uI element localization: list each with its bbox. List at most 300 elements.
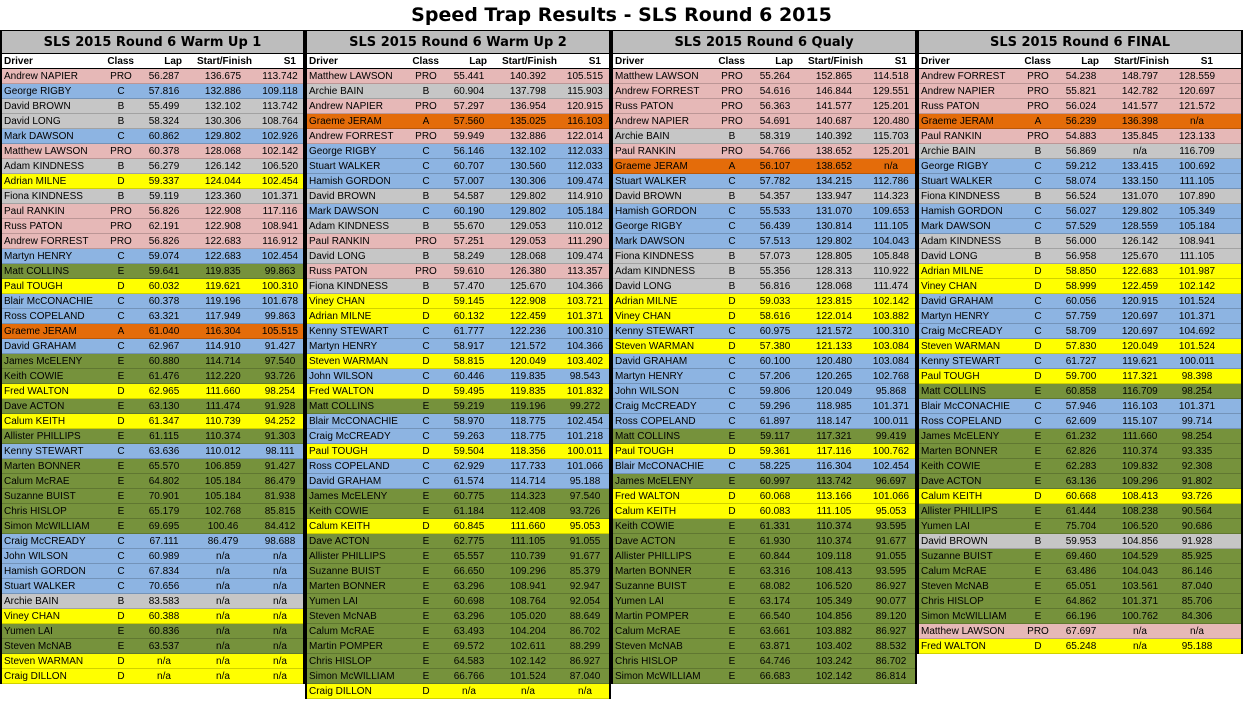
- table-row: [613, 384, 915, 399]
- s1-cell: 93.595: [875, 566, 907, 577]
- driver-cell: Fred WALTON: [921, 641, 986, 652]
- s1-cell: 98.254: [1181, 431, 1213, 442]
- start-finish-cell: 142.782: [1121, 86, 1159, 97]
- class-cell: B: [422, 281, 430, 292]
- class-cell: E: [422, 581, 430, 592]
- table-row: [307, 249, 609, 264]
- table-row: [613, 474, 915, 489]
- lap-cell: 63.537: [148, 641, 180, 652]
- lap-cell: 63.296: [453, 611, 485, 622]
- lap-cell: 66.196: [1065, 611, 1097, 622]
- driver-cell: Martin POMPER: [309, 641, 383, 652]
- start-finish-cell: 122.908: [509, 296, 547, 307]
- driver-cell: Fiona KINDNESS: [309, 281, 388, 292]
- s1-cell: 129.551: [872, 86, 910, 97]
- lap-cell: 60.989: [148, 551, 180, 562]
- lap-cell: 57.073: [759, 251, 791, 262]
- s1-cell: 100.011: [873, 416, 909, 427]
- driver-cell: Craig DILLON: [309, 686, 372, 697]
- lap-cell: 60.845: [453, 521, 485, 532]
- start-finish-cell: 118.985: [816, 401, 852, 412]
- start-finish-cell: 106.520: [815, 581, 853, 592]
- lap-cell: 54.357: [759, 191, 791, 202]
- driver-cell: Suzanne BUIST: [309, 566, 381, 577]
- table-row: [2, 324, 303, 339]
- class-cell: PRO: [721, 146, 743, 157]
- class-cell: C: [728, 356, 736, 367]
- s1-cell: 85.815: [264, 506, 296, 517]
- lap-cell: 59.610: [453, 266, 485, 277]
- s1-cell: 101.218: [566, 431, 604, 442]
- class-cell: PRO: [721, 101, 743, 112]
- driver-cell: Kenny STEWART: [309, 326, 389, 337]
- start-finish-cell: 129.802: [204, 131, 242, 142]
- s1-cell: 116.103: [567, 116, 603, 127]
- driver-cell: Hamish GORDON: [615, 206, 697, 217]
- table-row: [2, 219, 303, 234]
- s1-cell: 93.595: [875, 521, 907, 532]
- start-finish-cell: 129.802: [815, 236, 853, 247]
- class-cell: C: [1034, 311, 1042, 322]
- start-finish-cell: 116.304: [205, 326, 241, 337]
- table-row: [2, 609, 303, 624]
- driver-cell: Graeme JERAM: [4, 326, 77, 337]
- driver-cell: John WILSON: [309, 371, 373, 382]
- lap-cell: 56.000: [1065, 236, 1097, 247]
- start-finish-cell: 124.044: [204, 176, 242, 187]
- start-finish-cell: 131.070: [815, 206, 853, 217]
- table-row: [613, 579, 915, 594]
- driver-cell: Paul RANKIN: [615, 146, 676, 157]
- start-finish-cell: 132.886: [509, 131, 547, 142]
- table-row: [307, 669, 609, 684]
- driver-cell: Andrew NAPIER: [309, 101, 383, 112]
- class-cell: B: [1034, 191, 1042, 202]
- start-finish-cell: 116.103: [1122, 401, 1158, 412]
- table-row: [2, 654, 303, 669]
- class-cell: PRO: [110, 206, 132, 217]
- lap-cell: 57.782: [759, 176, 791, 187]
- table-row: [919, 414, 1241, 429]
- class-cell: D: [728, 311, 736, 322]
- lap-cell: 54.587: [453, 191, 485, 202]
- start-finish-cell: 110.739: [510, 551, 546, 562]
- lap-cell: 67.834: [148, 566, 180, 577]
- s1-cell: 108.941: [1178, 236, 1216, 247]
- s1-cell: 100.310: [566, 326, 604, 337]
- class-cell: C: [422, 146, 430, 157]
- s1-cell: 105.184: [1178, 221, 1216, 232]
- driver-cell: Calum McRAE: [615, 626, 681, 637]
- table-row: [919, 69, 1241, 84]
- class-cell: PRO: [1027, 101, 1049, 112]
- start-finish-cell: 114.714: [510, 476, 546, 487]
- lap-cell: 63.871: [759, 641, 791, 652]
- driver-cell: Matt COLLINS: [921, 386, 987, 397]
- class-cell: E: [1034, 521, 1042, 532]
- lap-cell: 60.698: [453, 596, 485, 607]
- s1-cell: 91.928: [264, 401, 296, 412]
- lap-cell: 59.219: [453, 401, 485, 412]
- start-finish-cell: 108.413: [1121, 491, 1159, 502]
- header-start-finish: Start/Finish: [807, 56, 863, 67]
- driver-cell: Blair McCONACHIE: [309, 416, 398, 427]
- class-cell: D: [1034, 371, 1042, 382]
- s1-cell: 84.306: [1181, 611, 1213, 622]
- header-s1: S1: [283, 56, 296, 67]
- table-row: [613, 549, 915, 564]
- lap-cell: 63.296: [453, 581, 485, 592]
- driver-cell: James McELENY: [309, 491, 388, 502]
- s1-cell: 86.927: [569, 656, 601, 667]
- start-finish-cell: 133.947: [815, 191, 853, 202]
- table-row: [2, 489, 303, 504]
- driver-cell: Suzanne BUIST: [4, 491, 76, 502]
- start-finish-cell: 114.910: [205, 341, 241, 352]
- table-row: [2, 624, 303, 639]
- s1-cell: 105.515: [261, 326, 299, 337]
- lap-cell: 61.184: [453, 506, 485, 517]
- driver-cell: Andrew NAPIER: [615, 116, 689, 127]
- lap-cell: 65.051: [1065, 581, 1097, 592]
- panel-title: SLS 2015 Round 6 FINAL: [919, 31, 1241, 54]
- lap-cell: 66.683: [759, 671, 791, 682]
- table-row: [307, 534, 609, 549]
- start-finish-cell: 141.577: [1121, 101, 1159, 112]
- lap-cell: 56.107: [759, 161, 791, 172]
- driver-cell: Marten BONNER: [615, 566, 692, 577]
- start-finish-cell: 112.408: [510, 506, 546, 517]
- start-finish-cell: 140.687: [815, 116, 853, 127]
- class-cell: D: [422, 446, 430, 457]
- class-cell: C: [728, 221, 736, 232]
- start-finish-cell: 120.915: [1121, 296, 1159, 307]
- class-cell: C: [1034, 296, 1042, 307]
- s1-cell: 109.118: [262, 86, 298, 97]
- start-finish-cell: 136.398: [1121, 116, 1159, 127]
- start-finish-cell: 108.238: [1121, 506, 1159, 517]
- driver-cell: Archie BAIN: [4, 596, 59, 607]
- panel-warm-up-2: [305, 31, 611, 699]
- table-row: [2, 474, 303, 489]
- driver-cell: Yumen LAI: [4, 626, 53, 637]
- driver-cell: Matt COLLINS: [615, 431, 681, 442]
- start-finish-cell: 130.814: [815, 221, 853, 232]
- start-finish-cell: 102.768: [204, 506, 242, 517]
- class-cell: D: [728, 446, 736, 457]
- panel-title: SLS 2015 Round 6 Warm Up 2: [307, 31, 609, 54]
- start-finish-cell: 103.242: [815, 656, 853, 667]
- table-row: [2, 354, 303, 369]
- table-row: [919, 189, 1241, 204]
- s1-cell: 104.043: [872, 236, 910, 247]
- start-finish-cell: 103.561: [1121, 581, 1159, 592]
- lap-cell: 65.557: [453, 551, 485, 562]
- class-cell: B: [422, 221, 430, 232]
- driver-cell: Paul TOUGH: [921, 371, 980, 382]
- s1-cell: 101.678: [261, 296, 299, 307]
- lap-cell: 56.524: [1065, 191, 1097, 202]
- table-row: [2, 309, 303, 324]
- header-class: Class: [718, 56, 745, 67]
- table-row: [613, 399, 915, 414]
- driver-cell: David GRAHAM: [921, 296, 994, 307]
- lap-cell: 61.232: [1065, 431, 1097, 442]
- driver-cell: Paul TOUGH: [615, 446, 674, 457]
- lap-cell: 60.668: [1065, 491, 1097, 502]
- start-finish-cell: 113.166: [816, 491, 852, 502]
- class-cell: C: [1034, 206, 1042, 217]
- lap-cell: 70.656: [148, 581, 180, 592]
- lap-cell: 54.616: [759, 86, 791, 97]
- class-cell: D: [1034, 266, 1042, 277]
- driver-cell: Ross COPELAND: [309, 461, 390, 472]
- s1-cell: 92.947: [569, 581, 601, 592]
- driver-cell: Paul TOUGH: [4, 281, 63, 292]
- lap-cell: 58.709: [1065, 326, 1097, 337]
- start-finish-cell: 140.392: [815, 131, 853, 142]
- start-finish-cell: n/a: [216, 581, 230, 592]
- table-row: [919, 159, 1241, 174]
- lap-cell: 55.264: [759, 71, 791, 82]
- start-finish-cell: 118.775: [510, 416, 546, 427]
- lap-cell: 56.279: [148, 161, 180, 172]
- s1-cell: 98.688: [264, 536, 296, 547]
- start-finish-cell: 105.020: [509, 611, 547, 622]
- s1-cell: 109.474: [566, 251, 604, 262]
- class-cell: C: [728, 236, 736, 247]
- start-finish-cell: 119.835: [510, 386, 546, 397]
- s1-cell: 90.564: [1181, 506, 1213, 517]
- start-finish-cell: 104.856: [1121, 536, 1159, 547]
- start-finish-cell: 116.709: [1122, 386, 1158, 397]
- driver-cell: Graeme JERAM: [921, 116, 994, 127]
- start-finish-cell: 118.775: [510, 431, 546, 442]
- panel-qualy: [611, 31, 917, 684]
- driver-cell: Mark DAWSON: [615, 236, 685, 247]
- table-row: [613, 639, 915, 654]
- table-row: [307, 264, 609, 279]
- lap-cell: 60.707: [453, 161, 485, 172]
- lap-cell: 62.826: [1065, 446, 1097, 457]
- s1-cell: 95.188: [1181, 641, 1213, 652]
- s1-cell: 102.454: [261, 176, 299, 187]
- header-s1: S1: [1200, 56, 1213, 67]
- class-cell: C: [117, 296, 125, 307]
- driver-cell: Viney CHAN: [4, 611, 60, 622]
- s1-cell: 86.814: [875, 671, 907, 682]
- class-cell: D: [422, 686, 430, 697]
- driver-cell: Andrew FORREST: [921, 71, 1006, 82]
- class-cell: PRO: [110, 71, 132, 82]
- table-row: [2, 399, 303, 414]
- s1-cell: 90.686: [1181, 521, 1213, 532]
- class-cell: E: [1034, 566, 1042, 577]
- lap-cell: 60.904: [453, 86, 485, 97]
- class-cell: C: [422, 161, 430, 172]
- class-cell: PRO: [415, 71, 437, 82]
- class-cell: B: [117, 161, 125, 172]
- driver-cell: Mark DAWSON: [921, 221, 991, 232]
- lap-cell: 63.661: [759, 626, 791, 637]
- start-finish-cell: 119.621: [1122, 356, 1158, 367]
- driver-cell: Paul RANKIN: [309, 236, 370, 247]
- lap-cell: 75.704: [1065, 521, 1097, 532]
- class-cell: E: [422, 551, 430, 562]
- driver-cell: Chris HISLOP: [4, 506, 67, 517]
- class-cell: E: [117, 401, 125, 412]
- table-row: [2, 579, 303, 594]
- class-cell: C: [422, 326, 430, 337]
- lap-cell: 60.858: [1065, 386, 1097, 397]
- class-cell: E: [1034, 611, 1042, 622]
- table-row: [307, 549, 609, 564]
- driver-cell: Archie BAIN: [615, 131, 670, 142]
- s1-cell: 112.033: [567, 161, 603, 172]
- table-row: [2, 414, 303, 429]
- driver-cell: Keith COWIE: [309, 506, 369, 517]
- start-finish-cell: 86.479: [207, 536, 239, 547]
- lap-cell: 67.111: [149, 536, 179, 547]
- lap-cell: 56.363: [759, 101, 791, 112]
- lap-cell: 59.033: [759, 296, 791, 307]
- lap-cell: 59.504: [453, 446, 485, 457]
- driver-cell: Dave ACTON: [4, 401, 65, 412]
- start-finish-cell: 111.105: [510, 536, 546, 547]
- lap-cell: 61.930: [759, 536, 791, 547]
- table-row: [307, 564, 609, 579]
- driver-cell: Keith COWIE: [4, 371, 64, 382]
- start-finish-cell: 117.733: [510, 461, 546, 472]
- table-row: [307, 294, 609, 309]
- table-row: [307, 624, 609, 639]
- lap-cell: 63.130: [148, 401, 180, 412]
- driver-cell: Simon McWILLIAM: [921, 611, 1007, 622]
- table-row: [919, 519, 1241, 534]
- class-cell: C: [117, 311, 125, 322]
- start-finish-cell: 104.043: [1121, 566, 1159, 577]
- s1-cell: 111.105: [1179, 251, 1215, 262]
- lap-cell: 59.119: [149, 191, 179, 202]
- s1-cell: 98.543: [569, 371, 601, 382]
- driver-cell: Kenny STEWART: [4, 446, 84, 457]
- start-finish-cell: 130.306: [204, 116, 242, 127]
- driver-cell: Calum McRAE: [309, 626, 375, 637]
- s1-cell: 117.116: [262, 206, 298, 217]
- class-cell: PRO: [1027, 86, 1049, 97]
- lap-cell: 66.650: [453, 566, 485, 577]
- class-cell: PRO: [721, 86, 743, 97]
- start-finish-cell: 122.459: [509, 311, 547, 322]
- lap-cell: 58.616: [759, 311, 791, 322]
- class-cell: C: [117, 131, 125, 142]
- s1-cell: 110.922: [873, 266, 909, 277]
- lap-cell: 61.476: [148, 371, 180, 382]
- table-row: [2, 189, 303, 204]
- table-row: [2, 144, 303, 159]
- driver-cell: Keith COWIE: [921, 461, 981, 472]
- driver-cell: Adrian MILNE: [615, 296, 678, 307]
- driver-cell: Matt COLLINS: [4, 266, 70, 277]
- lap-cell: 67.697: [1065, 626, 1097, 637]
- driver-cell: Russ PATON: [615, 101, 674, 112]
- driver-cell: Andrew NAPIER: [921, 86, 995, 97]
- driver-cell: Mark DAWSON: [4, 131, 74, 142]
- driver-cell: Martyn HENRY: [309, 341, 378, 352]
- table-row: [613, 114, 915, 129]
- lap-cell: 60.132: [453, 311, 485, 322]
- driver-cell: Allister PHILLIPS: [309, 551, 386, 562]
- driver-cell: Calum KEITH: [309, 521, 371, 532]
- driver-cell: Dave ACTON: [615, 536, 676, 547]
- s1-cell: 104.366: [566, 281, 604, 292]
- table-row: [307, 84, 609, 99]
- start-finish-cell: 116.304: [816, 461, 852, 472]
- lap-cell: 61.347: [148, 416, 180, 427]
- class-cell: E: [1034, 431, 1042, 442]
- class-cell: E: [728, 581, 736, 592]
- table-row: [2, 114, 303, 129]
- s1-cell: 100.310: [261, 281, 299, 292]
- driver-cell: Hamish GORDON: [309, 176, 391, 187]
- class-cell: PRO: [110, 221, 132, 232]
- panel-title: SLS 2015 Round 6 Qualy: [613, 31, 915, 54]
- table-row: [307, 234, 609, 249]
- class-cell: E: [117, 506, 125, 517]
- table-row: [2, 129, 303, 144]
- s1-cell: 87.040: [1181, 581, 1213, 592]
- s1-cell: 100.692: [1178, 161, 1216, 172]
- table-row: [919, 264, 1241, 279]
- table-row: [2, 159, 303, 174]
- lap-cell: 59.145: [453, 296, 485, 307]
- s1-cell: 92.308: [1181, 461, 1213, 472]
- s1-cell: 102.454: [261, 251, 299, 262]
- class-cell: E: [117, 266, 125, 277]
- class-cell: D: [728, 506, 736, 517]
- driver-cell: Craig McCREADY: [921, 326, 1003, 337]
- table-row: [2, 549, 303, 564]
- class-cell: PRO: [110, 236, 132, 247]
- lap-cell: 66.540: [759, 611, 791, 622]
- driver-cell: Allister PHILLIPS: [921, 506, 998, 517]
- class-cell: C: [422, 341, 430, 352]
- start-finish-cell: 138.652: [815, 146, 853, 157]
- table-row: [613, 339, 915, 354]
- start-finish-cell: 108.764: [509, 596, 547, 607]
- table-row: [2, 249, 303, 264]
- lap-cell: 61.727: [1065, 356, 1097, 367]
- class-cell: E: [1034, 476, 1042, 487]
- driver-cell: Steven WARMAN: [615, 341, 695, 352]
- lap-cell: 56.826: [148, 206, 180, 217]
- table-row: [919, 534, 1241, 549]
- lap-cell: 59.949: [453, 131, 485, 142]
- start-finish-cell: 148.797: [1121, 71, 1159, 82]
- class-cell: D: [728, 341, 736, 352]
- table-row: [919, 114, 1241, 129]
- table-row: [2, 234, 303, 249]
- class-cell: PRO: [1027, 131, 1049, 142]
- driver-cell: Paul RANKIN: [4, 206, 65, 217]
- lap-cell: 57.007: [453, 176, 485, 187]
- start-finish-cell: 121.572: [815, 326, 853, 337]
- start-finish-cell: 136.954: [509, 101, 547, 112]
- lap-cell: 59.361: [759, 446, 791, 457]
- start-finish-cell: 118.356: [510, 446, 546, 457]
- start-finish-cell: 109.296: [1121, 476, 1159, 487]
- s1-cell: 120.480: [872, 116, 910, 127]
